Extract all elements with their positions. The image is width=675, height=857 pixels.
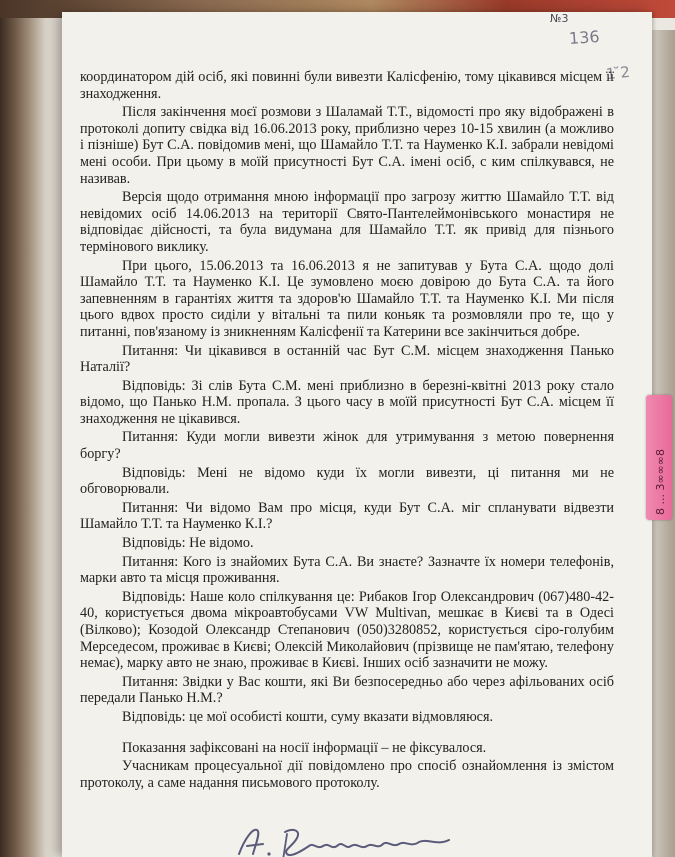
paragraph: Після закінчення моєї розмови з Шаламай Т.Т., відомості про яку відображені в протоколі допиту свідка від 16.06.2013 року, приблизно через 10-15 хвилин (а можливо і пізніше) Бут С.А. повідомив мені, що Шамайло Т.Т. та Науменко К.І. забрали невідомі мені особи. При цьому в моїй присутності Бут С.А. імені осіб, с ким спілкувався, не називав. (80, 104, 614, 187)
answer-paragraph: Відповідь: це мої особисті кошти, суму вказати відмовляюся. (122, 708, 494, 725)
paragraph: Показання зафіксовані на носії інформації – не фіксувалося. (122, 739, 487, 756)
paragraph: координатором дій осіб, які повинні були вивезти Калісфенію, тому цікавився місцем її знаходження. (80, 69, 614, 102)
pink-sticky-note (646, 395, 672, 520)
question-paragraph: Питання: Кого із знайомих Бута С.А. Ви знаєте? Зазначте їх номери телефонів, марки авто та місця проживання. (80, 553, 614, 587)
paragraph: Учасникам процесуальної дії повідомлено про спосіб ознайомлення із змістом протоколу, а саме надання письмового протоколу. (80, 758, 614, 791)
paragraph: При цього, 15.06.2013 та 16.06.2013 я не запитував у Бута С.А. щодо долі Шамайло Т.Т. та Науменко К.І. Це зумовлено моєю довірою до Бута С.А. та його запевненням в гарантіях життя та здоров'ю Шамайло Т.Т. та Науменко К.І. Ми після цього вдвох просто сиділи у вітальні та пили коньяк та розмовляли про те, що у питанні, пов'язаному із зникненням Калісфенії та Катерини все закінчиться добре. (80, 257, 614, 340)
corner-mark: №3 (550, 12, 569, 25)
answer-paragraph: Відповідь: Зі слів Бута С.М. мені приблизно в березні-квітні 2013 року стало відомо, що Панько Н.М. пропала. З цього часу в моїй присутності Бут С.А. місцем її знаходження не цікавився. (80, 377, 614, 427)
handwritten-signature (227, 820, 487, 857)
sheet-mark: 1 ̆2 (605, 62, 631, 84)
sticker-text: 8 ... 3∞∞∞8 (654, 449, 667, 515)
paragraph: Версія щодо отримання мною інформації про загрозу життю Шамайло Т.Т. від невідомих осіб 14.06.2013 на території Свято-Пантелеймонівського монастиря не відповідає дійсності, та була видумана для Шамайло Т.Т. як привід для пізнього термінового виклику. (80, 189, 614, 255)
protocol-text (80, 69, 614, 793)
answer-paragraph: Відповідь: Мені не відомо куди їх могли вивезти, ці питання ми не обговорювали. (80, 464, 614, 498)
question-paragraph: Питання: Чи відомо Вам про місця, куди Бут С.А. міг спланувати відвезти Шамайло Т.Т. та Науменко К.І.? (80, 499, 614, 533)
answer-paragraph: Відповідь: Не відомо. (122, 535, 254, 552)
question-paragraph: Питання: Куди могли вивезти жінок для утримування з метою повернення боргу? (80, 429, 614, 463)
document-page (62, 12, 652, 857)
answer-paragraph: Відповідь: Наше коло спілкування це: Рибаков Ігор Олександрович (067)480-42-40, користується двома мікроавтобусами VW Multivan, мешкає в Києві та в Одесі (Вілково); Козодой Олександр Степанович (050)3280852, користується сіро-голубим Мерседесом, проживає в Києві; Олексій Миколайович (прізвище не пам'ятаю, телефону немає), марку авто не знаю, проживає в Києві. Інших осіб зазначити не можу. (80, 588, 614, 672)
question-paragraph: Питання: Чи цікавився в останній час Бут С.М. місцем знаходження Панько Наталії? (80, 342, 614, 376)
question-paragraph: Питання: Звідки у Вас кошти, які Ви безпосередньо або через афільованих осіб передали Панько Н.М.? (80, 673, 614, 707)
page-number: 136 (568, 26, 601, 49)
